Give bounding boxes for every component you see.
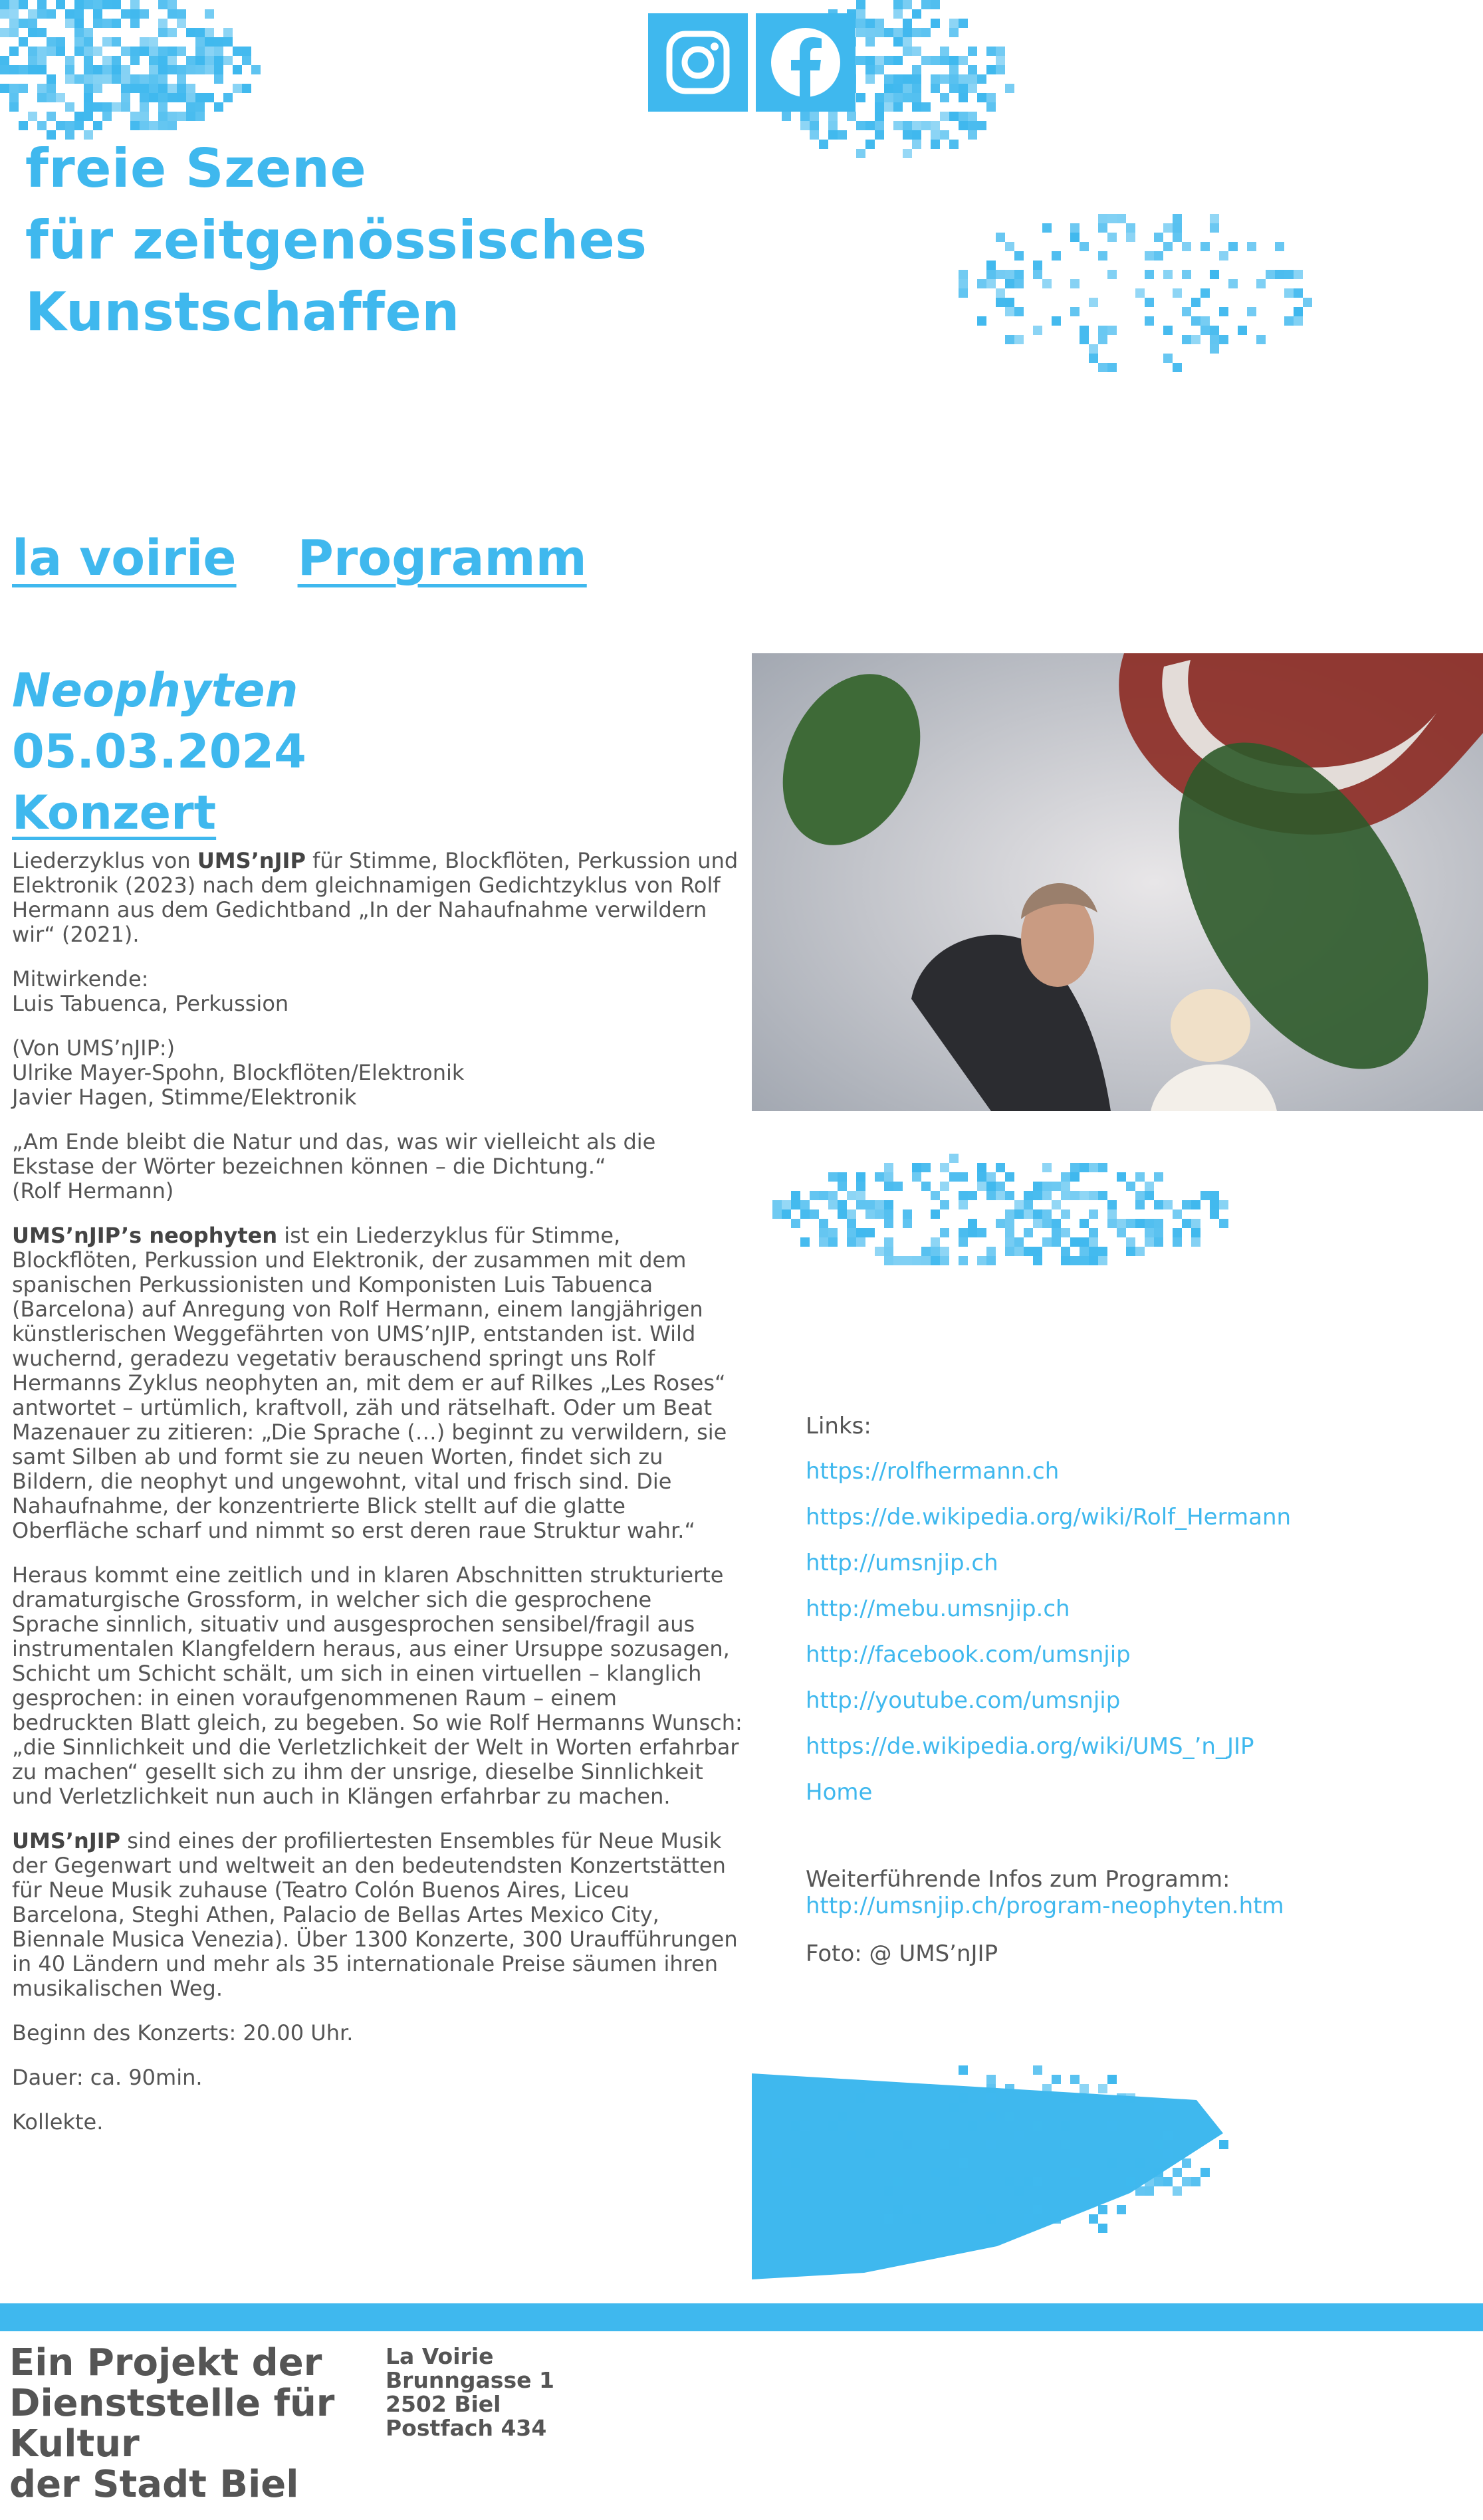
intro-text: für Stimme, Blockflöten, Perkussion und Elektronik (2023) nach dem gleichnamigen Gedichtzyklus von Rolf Hermann aus dem Gedichtband „In der Nahaufnahme verwildern wir“ (2021). bbox=[12, 848, 739, 947]
nav-link-la-voirie[interactable]: la voirie bbox=[12, 530, 237, 587]
address-line: 2502 Biel bbox=[386, 2391, 501, 2417]
footer-project-line: Ein Projekt der bbox=[9, 2341, 322, 2384]
paragraph-text: ist ein Liederzyklus für Stimme, Blockflöten, Perkussion und Elektronik, der zusammen mit dem spanischen Perkussionisten und Komponisten Luis Tabuenca (Barcelona) auf Anregung von Rolf Hermann, einem langjährigen künstlerischen Weggefährten von UMS’nJIP, entstanden ist. Wild wuchernd, geradezu vegetativ berauschend springt uns Rolf Hermanns Zyklus neophyten an, mit dem er auf Rilkes „Les Roses“ antwortet – urtümlich, kraftvoll, zäh und rätselhaft. Oder um Beat Mazenauer zu zitieren: „Die Sprache (…) beginnt zu verwildern, sie samt Silben ab und formt sie zu neuen Worten, findet sich zu Bildern, die neophyt und ungewohnt, vital und frisch sind. Die Nahaufnahme, der konzentrierte Blick stellt auf die glatte Oberfläche scharf und nimmt so erst deren raue Struktur wahr.“ bbox=[12, 1223, 727, 1543]
quote-block bbox=[12, 1130, 743, 1204]
instagram-link[interactable] bbox=[648, 13, 748, 112]
more-info bbox=[806, 1866, 1284, 1967]
social-links bbox=[648, 13, 856, 112]
footer-project-line: Dienststelle für bbox=[9, 2382, 335, 2425]
links-section bbox=[806, 1411, 1291, 1823]
footer-project bbox=[9, 2343, 334, 2505]
photo-credit: Foto: @ UMS’nJIP bbox=[806, 1941, 998, 1967]
link-umsnjip[interactable]: http://umsnjip.ch bbox=[806, 1550, 998, 1576]
von-label: (Von UMS’nJIP:) bbox=[12, 1035, 175, 1061]
mitwirkende-entry: Luis Tabuenca, Perkussion bbox=[12, 991, 289, 1016]
footer-project-line: der Stadt Biel bbox=[9, 2463, 299, 2506]
quote-author: (Rolf Hermann) bbox=[12, 1178, 174, 1204]
paragraph-text: sind eines der profiliertesten Ensembles für Neue Musik der Gegenwart und weltweit an den bedeutendsten Konzertstätten für Neue Musik zuhause (Teatro Colón Buenos Aires, Liceu Barcelona, Steghi Athen, Palacio de Bellas Artes Mexico City, Biennale Musica Venezia). Über 1300 Konzerte, 300 Uraufführungen in 40 Ländern und mehr als 35 internationale Preise säumen ihren musikalischen Weg. bbox=[12, 1828, 738, 2001]
link-home[interactable]: Home bbox=[806, 1779, 873, 1806]
paragraph-3 bbox=[12, 1829, 743, 2001]
instagram-icon bbox=[648, 13, 748, 112]
facebook-icon bbox=[756, 13, 856, 112]
facebook-link[interactable] bbox=[756, 13, 856, 112]
start-time: Beginn des Konzerts: 20.00 Uhr. bbox=[12, 2020, 354, 2046]
collection-note: Kollekte. bbox=[12, 2109, 104, 2135]
mitwirkende-block bbox=[12, 967, 743, 1016]
address-line: La Voirie bbox=[386, 2343, 494, 2369]
work-name: UMS’nJIP’s neophyten bbox=[12, 1223, 278, 1248]
event-type: Konzert bbox=[12, 786, 217, 840]
link-youtube-umsnjip[interactable]: http://youtube.com/umsnjip bbox=[806, 1687, 1121, 1714]
tagline-line: Kunstschaffen bbox=[25, 281, 460, 343]
mitwirkende-label: Mitwirkende: bbox=[12, 966, 149, 992]
quote-text: „Am Ende bleibt die Natur und das, was wir vielleicht als die Ekstase der Wörter bezeichnen können – die Dichtung.“ bbox=[12, 1129, 656, 1179]
ensemble-name: UMS’nJIP bbox=[197, 848, 306, 873]
concert-photo-illustration bbox=[752, 653, 1483, 1111]
site-tagline bbox=[25, 133, 647, 348]
intro-paragraph bbox=[12, 849, 743, 947]
program-link[interactable]: http://umsnjip.ch/program-neophyten.htm bbox=[806, 1893, 1284, 1919]
ensemble-name: UMS’nJIP bbox=[12, 1828, 121, 1853]
link-mebu-umsnjip[interactable]: http://mebu.umsnjip.ch bbox=[806, 1596, 1070, 1622]
footer-divider bbox=[0, 2303, 1483, 2331]
address-line: Brunngasse 1 bbox=[386, 2367, 554, 2393]
link-rolfhermann[interactable]: https://rolfhermann.ch bbox=[806, 1458, 1060, 1485]
von-entry: Ulrike Mayer-Spohn, Blockflöten/Elektronik bbox=[12, 1060, 465, 1085]
more-info-label: Weiterführende Infos zum Programm: bbox=[806, 1866, 1230, 1893]
intro-text: Liederzyklus von bbox=[12, 848, 197, 873]
link-wikipedia-umsnjip[interactable]: https://de.wikipedia.org/wiki/UMS_’n_JIP bbox=[806, 1733, 1254, 1760]
duration: Dauer: ca. 90min. bbox=[12, 2065, 203, 2090]
event-title: Neophyten bbox=[12, 663, 298, 718]
event-photo bbox=[752, 653, 1483, 1111]
event-header bbox=[12, 660, 306, 843]
paragraph-2: Heraus kommt eine zeitlich und in klaren Abschnitten strukturierte dramaturgische Grossform, in welcher sich die gesprochene Sprache sinnlich, situativ und ausgesprochen sensibel/fragil aus instrumentalen Klangfeldern heraus, aus einer Ursuppe sozusagen, Schicht um Schicht schält, um sich in einen virtuellen – klanglich gesprochen: in einen voraufgenommenen Raum – einem bedruckten Blatt gleich, zu begeben. So wie Rolf Hermanns Wunsch: „die Sinnlichkeit und die Verletzlichkeit der Welt in Worten erfahrbar zu machen“ gesellt sich zu ihm der unsrige, dieselbe Sinnlichkeit und Verletzlichkeit nun auch in Klängen erfahrbar zu machen. bbox=[12, 1562, 742, 1809]
link-wikipedia-rolf-hermann[interactable]: https://de.wikipedia.org/wiki/Rolf_Hermann bbox=[806, 1504, 1292, 1530]
von-block bbox=[12, 1036, 743, 1110]
main-nav bbox=[12, 525, 587, 591]
nav-link-programm[interactable]: Programm bbox=[297, 530, 587, 587]
tagline-line: freie Szene bbox=[25, 138, 367, 199]
links-label: Links: bbox=[806, 1413, 871, 1439]
von-entry: Javier Hagen, Stimme/Elektronik bbox=[12, 1085, 357, 1110]
footer-address bbox=[386, 2345, 554, 2440]
paragraph-1 bbox=[12, 1223, 743, 1543]
footer-project-line: Kultur bbox=[9, 2422, 140, 2466]
address-line: Postfach 434 bbox=[386, 2415, 547, 2441]
event-description bbox=[12, 849, 743, 2154]
link-facebook-umsnjip[interactable]: http://facebook.com/umsnjip bbox=[806, 1641, 1131, 1668]
tagline-line: für zeitgenössisches bbox=[25, 209, 647, 271]
event-date: 05.03.2024 bbox=[12, 724, 306, 779]
